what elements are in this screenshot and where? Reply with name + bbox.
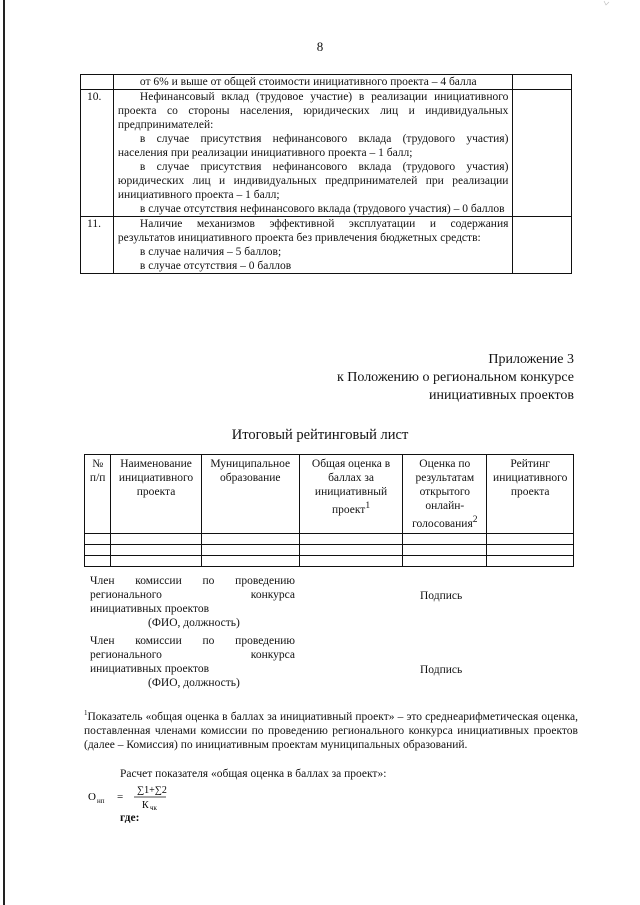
col-header: Общая оценка в баллах за инициативный проект$^1$ [299,455,402,534]
rating-empty-row [85,544,574,555]
footnote [84,706,578,752]
col-header: Муниципальное образование [201,455,299,534]
calc-intro: Расчет показателя «общая оценка в баллах за проект»: [120,768,387,780]
criteria-row [81,90,572,217]
criteria-num [81,75,114,90]
formula-eq: = [117,791,124,803]
formula-denominator: К [142,800,149,811]
criteria-line: в случае присутствия нефинансового вклада (трудового участия) юридических лиц и индивидуальных предпринимателей при реализации инициативного проекта – 1 балл; [117,161,509,201]
sheet-title: Итоговый рейтинговый лист [231,427,409,443]
left-edge-line [3,0,5,905]
footnote-ref: 2 [472,514,478,525]
criteria-table [80,74,572,274]
col-header: Наименование инициативного проекта [111,455,201,534]
col-header: № п/п [85,455,111,534]
col-header: Рейтинг инициативного проекта [487,455,574,534]
criteria-row [81,75,572,90]
formula-numerator: ∑1+∑2 [137,785,167,796]
appendix-line: инициативных проектов [429,388,574,403]
rating-header-row [85,455,574,534]
fio-caption: (ФИО, должность) [148,677,240,689]
signature-label: Подпись [420,664,463,676]
appendix-line: к Положению о региональном конкурсе [336,370,574,385]
footnote-marker: 1 [84,709,88,717]
criteria-line: в случае отсутствия нефинансового вклада (трудового участия) – 0 баллов [139,203,505,215]
formula-lhs-sub: нп [97,797,105,805]
footnote-ref: 1 [365,500,371,511]
footnote-text: Показатель «общая оценка в баллах за инициативный проект» – это среднеарифметическая оценка, поставленная членами комиссии по проведению регионального конкурса инициативных проектов (далее – Комиссия) по инициативным проектам муниципальных образований. [84,710,578,751]
formula [84,780,284,820]
rating-empty-row [85,533,574,544]
page-number: 8 [316,39,324,54]
col-header: Оценка по результатам открытого онлайн-голосования$^2$ [403,455,487,534]
criteria-line: от 6% и выше от общей стоимости инициативного проекта – 4 балла [139,76,477,88]
criteria-line: в случае отсутствия – 0 баллов [139,260,292,272]
appendix-heading [337,351,574,405]
criteria-line: Наличие механизмов эффективной эксплуатации и содержания результатов инициативного проекта без привлечения бюджетных средств: [117,218,509,244]
criteria-row [81,217,572,274]
criteria-line: в случае присутствия нефинансового вклада (трудового участия) населения при реализации инициативного проекта – 1 балл; [117,133,509,159]
criteria-num: 10. [81,90,114,217]
criteria-line: Нефинансовый вклад (трудовое участие) в реализации инициативного проекта со стороны населения, юридических лиц и индивидуальных предпринимателей: [117,91,509,131]
criteria-num: 11. [81,217,114,274]
member-block: Член комиссии по проведению регионального конкурса инициативных проектов (ФИО, должность) [90,635,295,689]
rating-empty-row [85,555,574,566]
member-block: Член комиссии по проведению регионального конкурса инициативных проектов (ФИО, должность) [90,575,295,629]
appendix-line: Приложение 3 [488,352,574,367]
rating-table [84,454,574,567]
signature-label: Подпись [420,590,463,602]
corner-mark [602,0,612,8]
formula-lhs: О [88,791,96,803]
fio-caption: (ФИО, должность) [148,617,240,629]
where-label: где: [120,812,140,824]
formula-den-sub: чк [150,804,157,812]
criteria-line: в случае наличия – 5 баллов; [139,246,282,258]
